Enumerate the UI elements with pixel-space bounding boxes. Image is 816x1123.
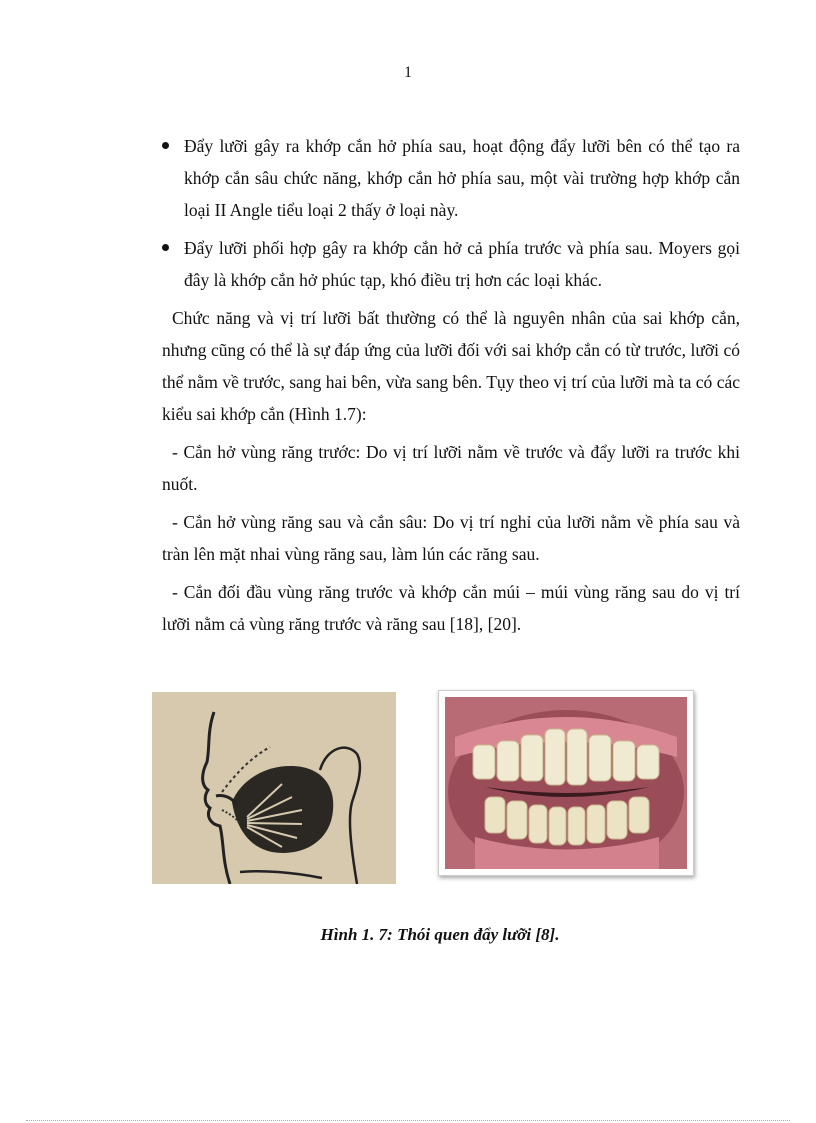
main-content bbox=[162, 130, 740, 646]
bullet-text: Đẩy lưỡi gây ra khớp cắn hở phía sau, hoạt động đẩy lưỡi bên có thể tạo ra khớp cắn sâu chức năng, khớp cắn hở phía sau, một vài trường hợp khớp cắn loại II Angle tiểu loại 2 thấy ở loại này. bbox=[184, 136, 740, 220]
bullet-dot-icon bbox=[162, 142, 169, 149]
tongue-diagram-image bbox=[152, 692, 396, 884]
body-paragraph: - Cắn hở vùng răng sau và cắn sâu: Do vị trí nghỉ của lưỡi nằm về phía sau và tràn lên mặt nhai vùng răng sau, làm lún các răng sau. bbox=[162, 512, 740, 564]
figure-caption: Hình 1. 7: Thói quen đẩy lưỡi [8]. bbox=[320, 925, 560, 944]
bullet-text: Đẩy lưỡi phối hợp gây ra khớp cắn hở cả phía trước và phía sau. Moyers gọi đây là khớp cắn hở phúc tạp, khó điều trị hơn các loại khác. bbox=[184, 238, 740, 290]
body-paragraph: - Cắn đối đầu vùng răng trước và khớp cắn múi – múi vùng răng sau do vị trí lưỡi nằm cả vùng răng trước và răng sau [18], [20]. bbox=[162, 582, 740, 634]
bottom-divider bbox=[26, 1120, 790, 1121]
list-item bbox=[162, 130, 740, 226]
bullet-list bbox=[162, 130, 740, 296]
bullet-dot-icon bbox=[162, 244, 169, 251]
body-paragraph: - Cắn hở vùng răng trước: Do vị trí lưỡi nằm về trước và đẩy lưỡi ra trước khi nuốt. bbox=[162, 442, 740, 494]
page-number: 1 bbox=[404, 64, 412, 81]
open-bite-photo bbox=[438, 690, 694, 876]
body-paragraph: Chức năng và vị trí lưỡi bất thường có thể là nguyên nhân của sai khớp cắn, nhưng cũng có thể là sự đáp ứng của lưỡi đối với sai khớp cắn có từ trước, lưỡi có thể nằm về trước, sang hai bên, vừa sang bên. Tụy theo vị trí của lưỡi mà ta có các kiểu sai khớp cắn (Hình 1.7): bbox=[162, 308, 740, 424]
list-item bbox=[162, 232, 740, 296]
figure-row bbox=[152, 690, 712, 890]
